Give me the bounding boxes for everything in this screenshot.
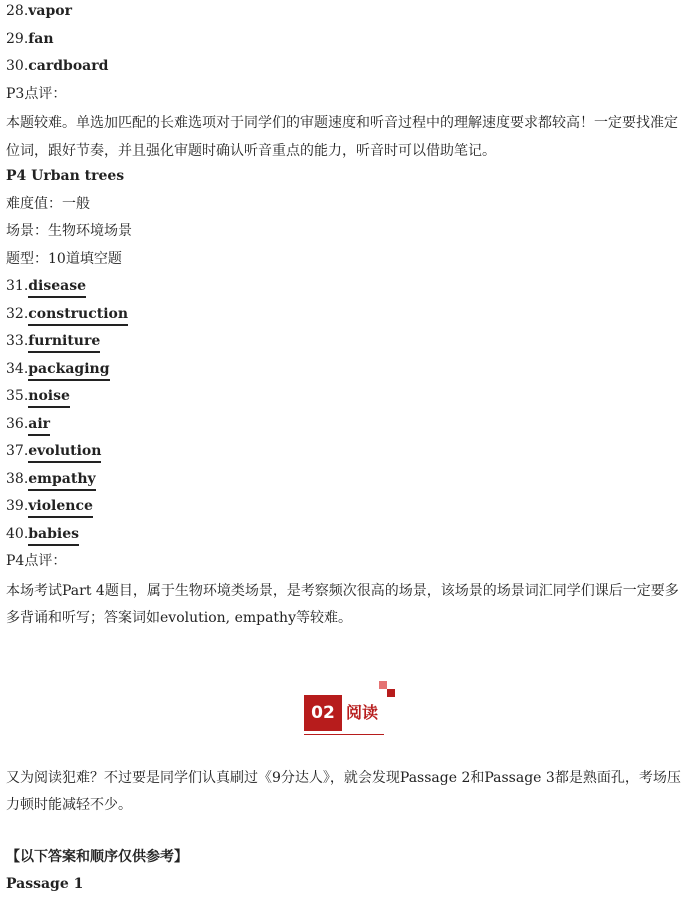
decor-square-icon — [379, 681, 387, 689]
answer-line-36 — [6, 413, 686, 441]
answer-number: 38. — [6, 470, 29, 487]
answer-number: 28. — [6, 3, 29, 19]
section-number-badge: 02 — [304, 695, 342, 731]
reading-intro: 又为阅读犯难？不过要是同学们认真刷过《9分达人》，就会发现Passage 2和Passage 3都是熟面孔，考场压力顿时能减轻不少。 — [6, 769, 681, 813]
p4-review-text: 本场考试Part 4题目，属于生物环境类场景，是考察频次很高的场景，该场景的场景词汇同学们课后一定要多多背诵和听写；答案词如evolution, empathy等较难。 — [6, 582, 679, 626]
answer-line-39 — [6, 495, 686, 523]
answer-word: vapor — [28, 3, 72, 19]
answer-word: air — [28, 416, 50, 436]
p4-review-label: P4点评： — [6, 553, 67, 569]
p3-review-text: 本题较难。单选加匹配的长难选项对于同学们的审题速度和听音过程中的理解速度要求都较高！一定要找准定位词，跟好节奏，并且强化审题时确认听音重点的能力，听音时可以借助笔记。 — [6, 115, 678, 159]
answer-number: 34. — [6, 360, 29, 377]
answer-line-37 — [6, 440, 686, 468]
decor-square-icon — [387, 689, 395, 697]
answer-word: furniture — [28, 333, 100, 353]
answer-word: construction — [28, 306, 128, 326]
answer-word: fan — [28, 30, 54, 47]
answer-line-31 — [6, 275, 686, 303]
answer-number: 36. — [6, 415, 29, 432]
p3-review-label: P3点评： — [6, 85, 67, 102]
p4-type: 题型：10道填空题 — [6, 250, 122, 267]
document-page — [6, 0, 686, 901]
answer-line-40 — [6, 523, 686, 551]
answer-line-29 — [6, 28, 686, 56]
answer-number: 32. — [6, 305, 29, 322]
answer-word: noise — [28, 388, 70, 408]
answer-number: 30. — [6, 58, 29, 74]
answer-line-38 — [6, 468, 686, 496]
answer-line-30 — [6, 55, 686, 83]
section-header-reading — [6, 675, 686, 755]
answer-line-28 — [6, 0, 686, 28]
answer-line-34 — [6, 358, 686, 386]
answer-word: empathy — [28, 471, 95, 491]
answer-line-33 — [6, 330, 686, 358]
answer-number: 35. — [6, 388, 29, 404]
answer-number: 37. — [6, 443, 29, 459]
answer-number: 39. — [6, 498, 29, 514]
answer-word: packaging — [28, 361, 109, 381]
answer-number: 31. — [6, 278, 29, 294]
answer-line-32 — [6, 303, 686, 331]
answer-word: evolution — [28, 443, 101, 463]
section-underline — [304, 734, 384, 735]
answer-line-35 — [6, 385, 686, 413]
section-title: 阅读 — [346, 702, 379, 722]
p4-scene: 场景：生物环境场景 — [6, 223, 132, 239]
answer-number: 33. — [6, 333, 29, 349]
answer-word: disease — [28, 278, 86, 298]
answer-word: violence — [28, 498, 93, 518]
p4-difficulty: 难度值：一般 — [6, 195, 90, 212]
reference-note: 【以下答案和顺序仅供参考】 — [6, 848, 188, 865]
answer-number: 40. — [6, 525, 29, 542]
p4-title: P4 Urban trees — [6, 168, 125, 184]
answer-word: cardboard — [28, 58, 109, 74]
passage-label: Passage 1 — [6, 876, 84, 892]
answer-word: babies — [28, 526, 79, 546]
answer-number: 29. — [6, 30, 29, 47]
